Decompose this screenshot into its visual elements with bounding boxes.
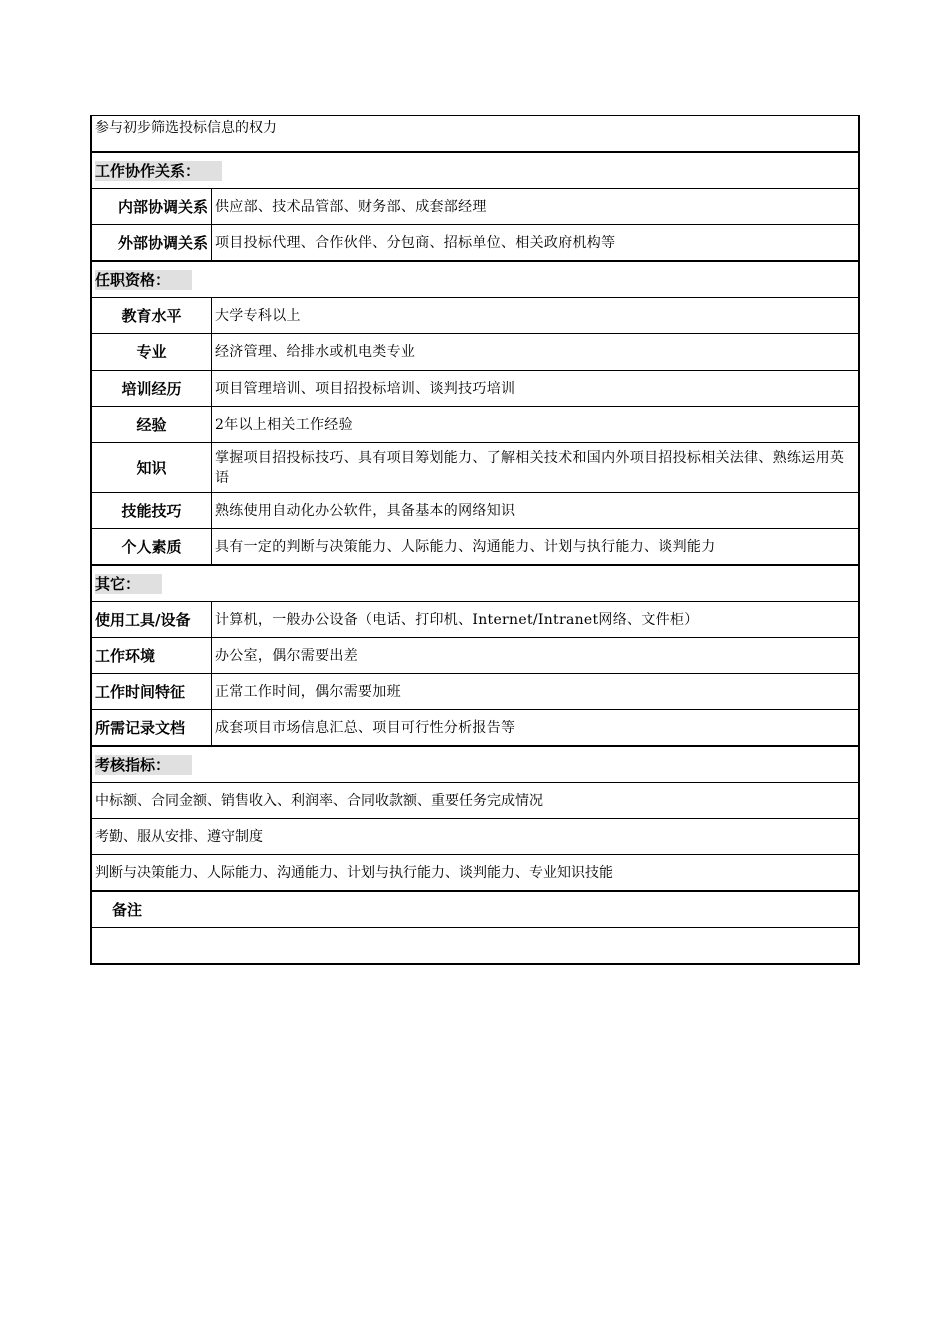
row-value: 大学专科以上 <box>215 307 301 324</box>
row-value: 成套项目市场信息汇总、项目可行性分析报告等 <box>215 719 516 736</box>
row-label: 内部协调关系 <box>92 189 212 224</box>
table-row <box>92 638 858 674</box>
table-row <box>92 602 858 638</box>
row-value: 计算机，一般办公设备（电话、打印机、Internet/Intranet网络、文件柜） <box>215 611 699 628</box>
table-row <box>92 334 858 371</box>
section-title: 任职资格： <box>95 270 192 290</box>
remarks-title: 备注 <box>112 900 143 919</box>
row-label: 经验 <box>92 407 212 442</box>
row-label: 个人素质 <box>92 529 212 564</box>
row-label: 外部协调关系 <box>92 225 212 260</box>
section-title: 其它： <box>95 574 162 594</box>
table-row <box>92 819 858 855</box>
row-label: 专业 <box>92 334 212 370</box>
table-row <box>92 855 858 892</box>
row-value: 具有一定的判断与决策能力、人际能力、沟通能力、计划与执行能力、谈判能力 <box>215 538 716 555</box>
assessment-item: 中标额、合同金额、销售收入、利润率、合同收款额、重要任务完成情况 <box>95 792 543 809</box>
assessment-item: 判断与决策能力、人际能力、沟通能力、计划与执行能力、谈判能力、专业知识技能 <box>95 864 613 881</box>
table-row <box>92 783 858 819</box>
table-row <box>92 225 858 262</box>
table-row <box>92 443 858 493</box>
row-label: 技能技巧 <box>92 493 212 528</box>
assessment-item: 考勤、服从安排、遵守制度 <box>95 828 263 845</box>
section-header-assessment <box>92 747 858 783</box>
section-title: 考核指标： <box>95 755 192 775</box>
table-row <box>92 674 858 710</box>
row-value: 正常工作时间，偶尔需要加班 <box>215 683 401 700</box>
table-row <box>92 298 858 334</box>
row-label: 使用工具/设备 <box>92 602 212 637</box>
remarks-row <box>92 928 858 963</box>
row-value: 掌握项目招投标技巧、具有项目筹划能力、了解相关技术和国内外项目招投标相关法律、熟练运用英语 <box>215 449 845 486</box>
remarks-header <box>92 892 858 928</box>
row-value: 项目投标代理、合作伙伴、分包商、招标单位、相关政府机构等 <box>215 234 616 251</box>
row-value: 项目管理培训、项目招投标培训、谈判技巧培训 <box>215 380 516 397</box>
row-label: 所需记录文档 <box>92 710 212 745</box>
row-value: 经济管理、给排水或机电类专业 <box>215 344 416 360</box>
table-row <box>92 407 858 443</box>
row-label: 培训经历 <box>92 371 212 406</box>
table-row <box>92 371 858 407</box>
row-value: 办公室，偶尔需要出差 <box>215 647 358 664</box>
table-row <box>92 189 858 225</box>
authority-text: 参与初步筛选投标信息的权力 <box>95 120 277 136</box>
table-row <box>92 493 858 529</box>
table-row <box>92 116 858 153</box>
row-label: 工作环境 <box>92 638 212 673</box>
row-label: 知识 <box>92 443 212 492</box>
section-title: 工作协作关系： <box>95 161 222 181</box>
table-row <box>92 529 858 566</box>
row-value: 熟练使用自动化办公软件，具备基本的网络知识 <box>215 502 516 519</box>
row-label: 教育水平 <box>92 298 212 333</box>
section-header-qualification <box>92 262 858 298</box>
row-value: 2年以上相关工作经验 <box>215 416 353 433</box>
section-header-other <box>92 566 858 602</box>
job-description-table <box>90 115 860 965</box>
remarks-content <box>92 928 858 963</box>
row-label: 工作时间特征 <box>92 674 212 709</box>
table-row <box>92 710 858 747</box>
row-value: 供应部、技术品管部、财务部、成套部经理 <box>215 198 487 215</box>
section-header-cooperation <box>92 153 858 189</box>
